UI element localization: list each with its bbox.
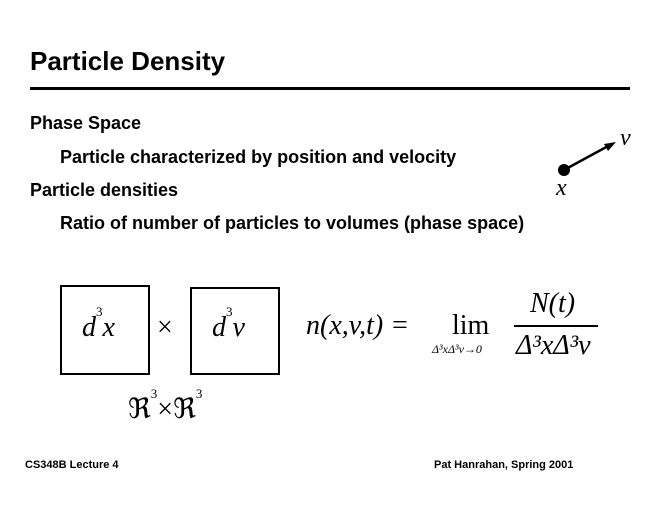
bullet-phase-space: Phase Space: [30, 113, 142, 133]
velocity-arrow-icon: [564, 145, 610, 170]
fraction-numerator: N(t): [530, 288, 576, 319]
density-lhs: n(x,v,t) =: [306, 310, 410, 341]
bullet-ratio: Ratio of number of particles to volumes (phase space): [60, 213, 525, 233]
footer-author: Pat Hanrahan, Spring 2001: [434, 459, 574, 471]
arrowhead-icon: [604, 142, 616, 151]
limit-operator: lim: [452, 310, 490, 341]
velocity-volume-element: $d^3v$: [212, 303, 245, 343]
point-label: x: [556, 175, 567, 201]
bullet-particle-densities: Particle densities: [30, 180, 179, 200]
title-rule: [30, 87, 630, 90]
times-symbol: ×: [157, 312, 173, 343]
bullet-particle-characterized: Particle characterized by position and velocity: [60, 147, 457, 167]
phase-space-R3xR3: ℜ$^3$×ℜ$^3$: [128, 385, 203, 425]
fraction-bar: [514, 325, 598, 327]
footer-lecture: CS348B Lecture 4: [25, 459, 119, 471]
vector-label: v: [620, 125, 631, 151]
fraction-denominator: Δ³xΔ³v: [516, 330, 591, 361]
limit-subscript: Δ³xΔ³v→0: [432, 342, 482, 356]
position-volume-element: $d^3x$: [82, 303, 115, 343]
slide-title: Particle Density: [30, 46, 226, 76]
